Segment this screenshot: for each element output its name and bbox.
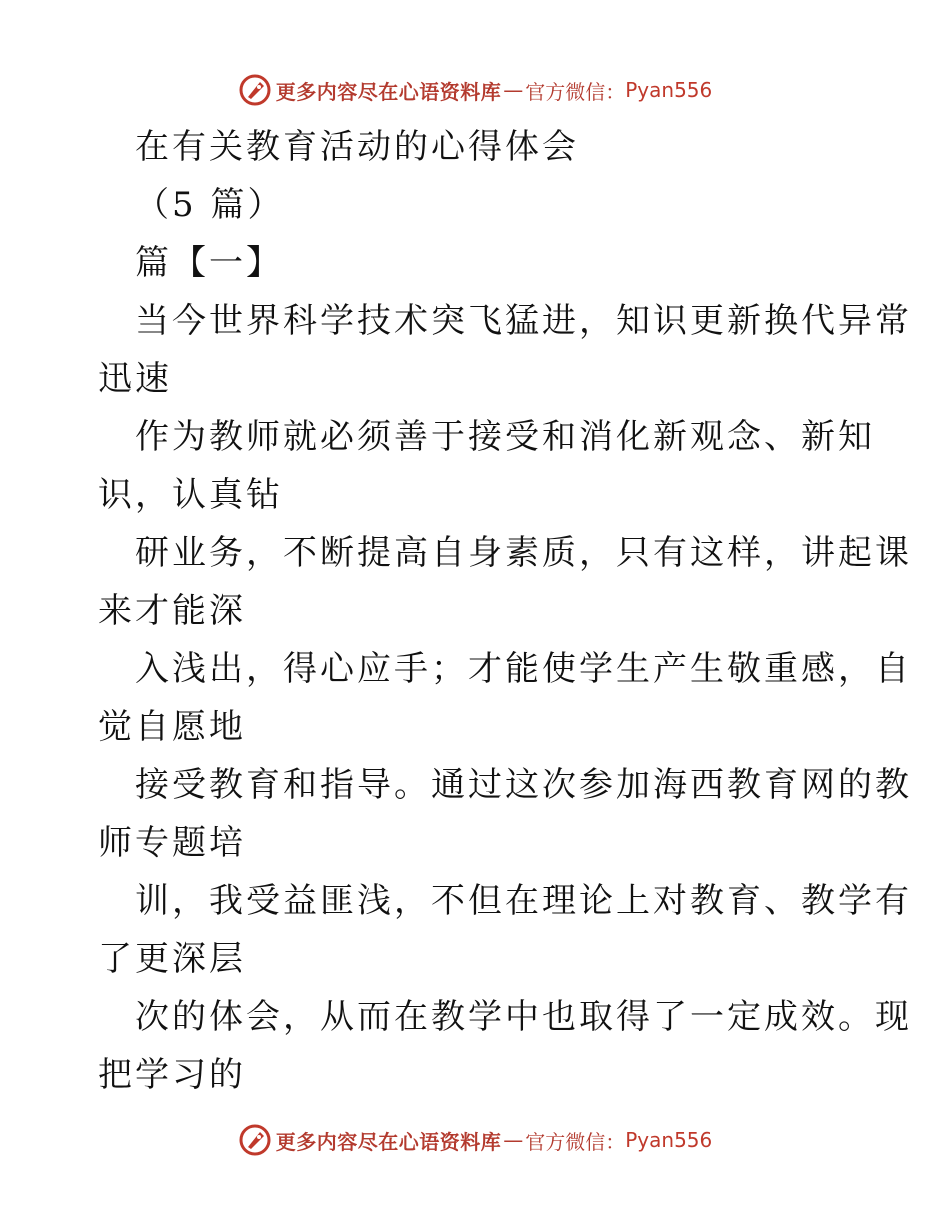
header-banner — [0, 70, 950, 110]
paragraph-line: 入浅出，得心应手；才能使学生产生敬重感，自 — [135, 649, 912, 689]
banner-label: 更多内容尽在心语资料库 — [275, 79, 502, 104]
footer-banner — [0, 1120, 950, 1160]
document-count: （5 篇） — [135, 185, 285, 225]
paragraph-line: 当今世界科学技术突飞猛进，知识更新换代异常 — [135, 301, 912, 341]
paragraph-line: 研业务，不断提高自身素质，只有这样，讲起课 — [135, 533, 912, 573]
paragraph-line: 觉自愿地 — [98, 707, 246, 747]
banner-label: 更多内容尽在心语资料库 — [275, 1129, 502, 1154]
paragraph-line: 来才能深 — [98, 591, 246, 631]
paragraph-line: 次的体会，从而在教学中也取得了一定成效。现 — [135, 997, 912, 1037]
pen-nib-logo-icon — [238, 1123, 272, 1157]
document-title: 在有关教育活动的心得体会 — [135, 127, 579, 167]
section-heading: 篇【一】 — [135, 243, 283, 283]
banner-wechat-label: 官方微信： — [525, 79, 626, 104]
paragraph-line: 迅速 — [98, 359, 172, 399]
paragraph-line: 把学习的 — [98, 1055, 246, 1095]
banner-wechat-id: Pyan556 — [625, 78, 713, 102]
paragraph-line: 训，我受益匪浅，不但在理论上对教育、教学有 — [135, 881, 912, 921]
banner-wechat-id: Pyan556 — [625, 1128, 713, 1152]
paragraph-line: 接受教育和指导。通过这次参加海西教育网的教 — [135, 765, 912, 805]
paragraph-line: 了更深层 — [98, 939, 246, 979]
paragraph-line: 作为教师就必须善于接受和消化新观念、新知 — [135, 417, 875, 457]
paragraph-line: 识，认真钻 — [98, 475, 283, 515]
paragraph-line: 师专题培 — [98, 823, 246, 863]
banner-wechat-label: 官方微信： — [525, 1129, 626, 1154]
banner-dash: — — [503, 1128, 524, 1152]
pen-nib-logo-icon — [238, 73, 272, 107]
banner-dash: — — [503, 78, 524, 102]
